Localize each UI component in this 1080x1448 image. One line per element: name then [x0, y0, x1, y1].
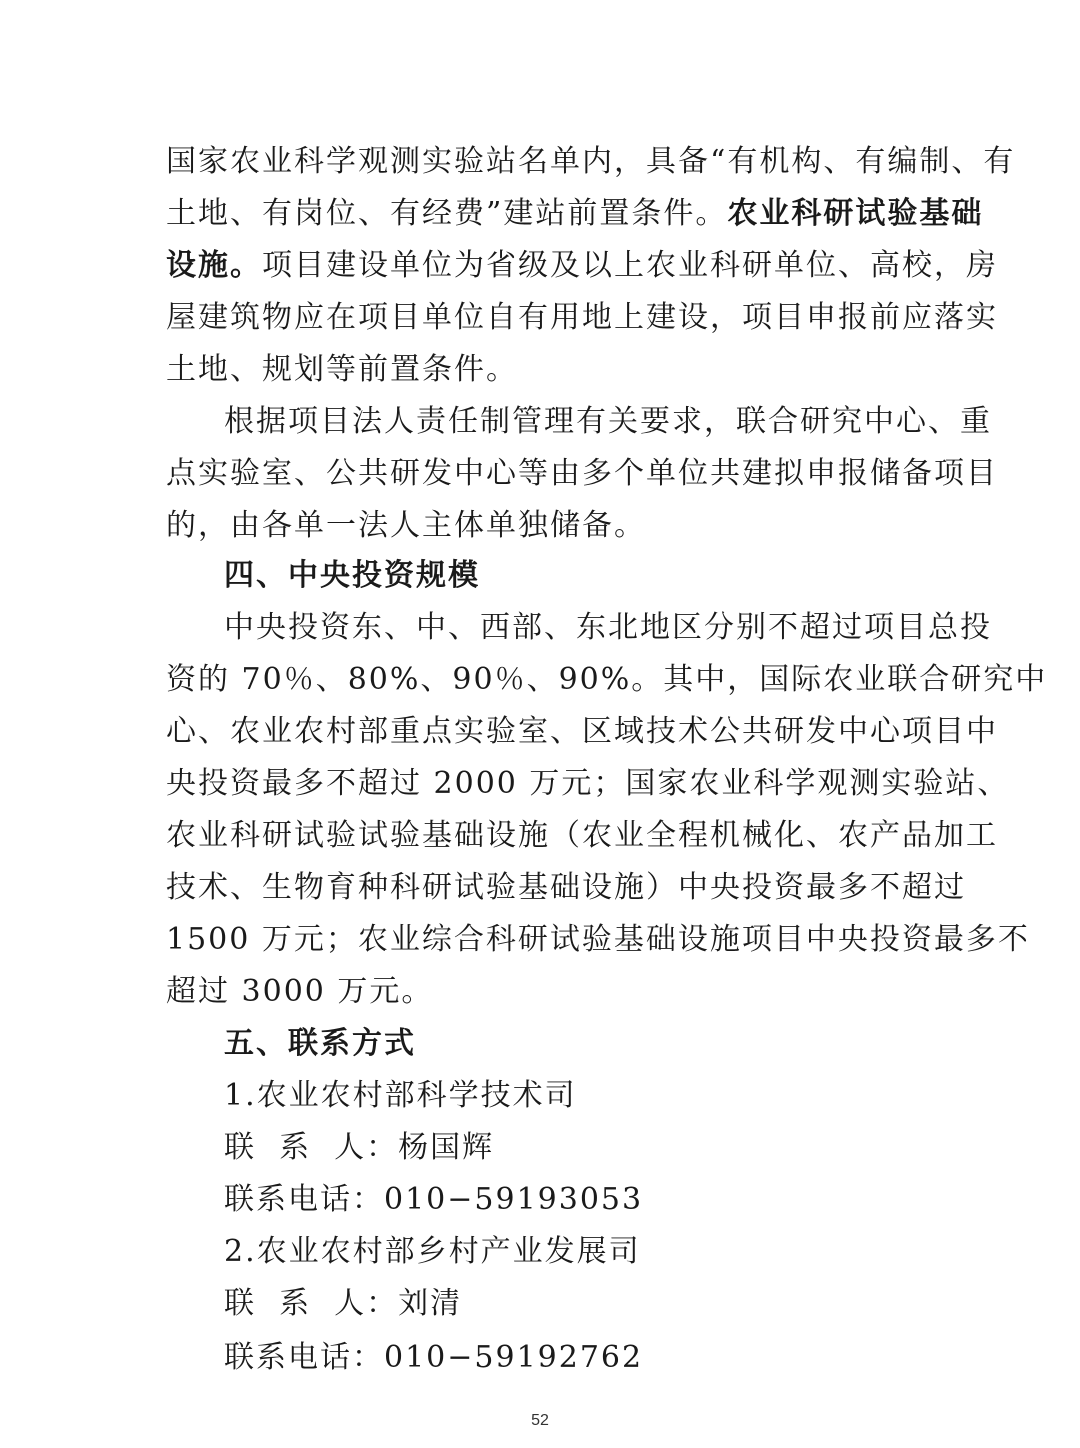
body-text-line: 央投资最多不超过 2000 万元；国家农业科学观测实验站、 [166, 766, 1010, 801]
body-text-line: 中央投资东、中、西部、东北地区分别不超过项目总投 [224, 610, 992, 645]
body-text-line: 心、农业农村部重点实验室、区域技术公共研发中心项目中 [166, 714, 998, 749]
body-text-line: 根据项目法人责任制管理有关要求，联合研究中心、重 [224, 404, 992, 439]
body-text-line: 国家农业科学观测实验站名单内，具备“有机构、有编制、有 [166, 144, 1016, 179]
body-text-line [166, 246, 998, 286]
body-text-line: 资的 70％、80%、90％、90%。其中，国际农业联合研究中 [166, 662, 1048, 697]
body-text-line: 的，由各单一法人主体单独储备。 [166, 508, 646, 543]
section-heading: 四、中央投资规模 [224, 558, 480, 593]
contact-person: 联 系 人：杨国辉 [224, 1130, 495, 1165]
body-text-line: 屋建筑物应在项目单位自有用地上建设，项目申报前应落实 [166, 300, 998, 335]
contact-person: 联 系 人：刘清 [224, 1286, 463, 1321]
body-text-line: 农业科研试验试验基础设施（农业全程机械化、农产品加工 [166, 818, 998, 853]
body-text-line: 技术、生物育种科研试验基础设施）中央投资最多不超过 [166, 870, 966, 905]
contact-organization: 2.农业农村部乡村产业发展司 [224, 1234, 641, 1269]
body-text-line: 土地、规划等前置条件。 [166, 352, 518, 387]
body-text-segment: 项目建设单位为省级及以上农业科研单位、高校，房 [262, 248, 998, 283]
body-text-line [166, 194, 984, 234]
contact-organization: 1.农业农村部科学技术司 [224, 1078, 577, 1113]
body-text-line: 超过 3000 万元。 [166, 974, 434, 1009]
contact-phone: 联系电话：010−59192762 [224, 1340, 644, 1375]
section-heading: 五、联系方式 [224, 1026, 416, 1061]
bold-phrase: 农业科研试验基础 [727, 196, 984, 231]
page-number: 52 [531, 1412, 549, 1429]
body-text-line: 点实验室、公共研发中心等由多个单位共建拟申报储备项目 [166, 456, 998, 491]
contact-phone: 联系电话：010−59193053 [224, 1182, 644, 1217]
body-text-segment: 土地、有岗位、有经费”建站前置条件。 [166, 196, 728, 231]
body-text-line: 1500 万元；农业综合科研试验基础设施项目中央投资最多不 [166, 922, 1030, 957]
bold-phrase: 设施。 [166, 248, 262, 283]
